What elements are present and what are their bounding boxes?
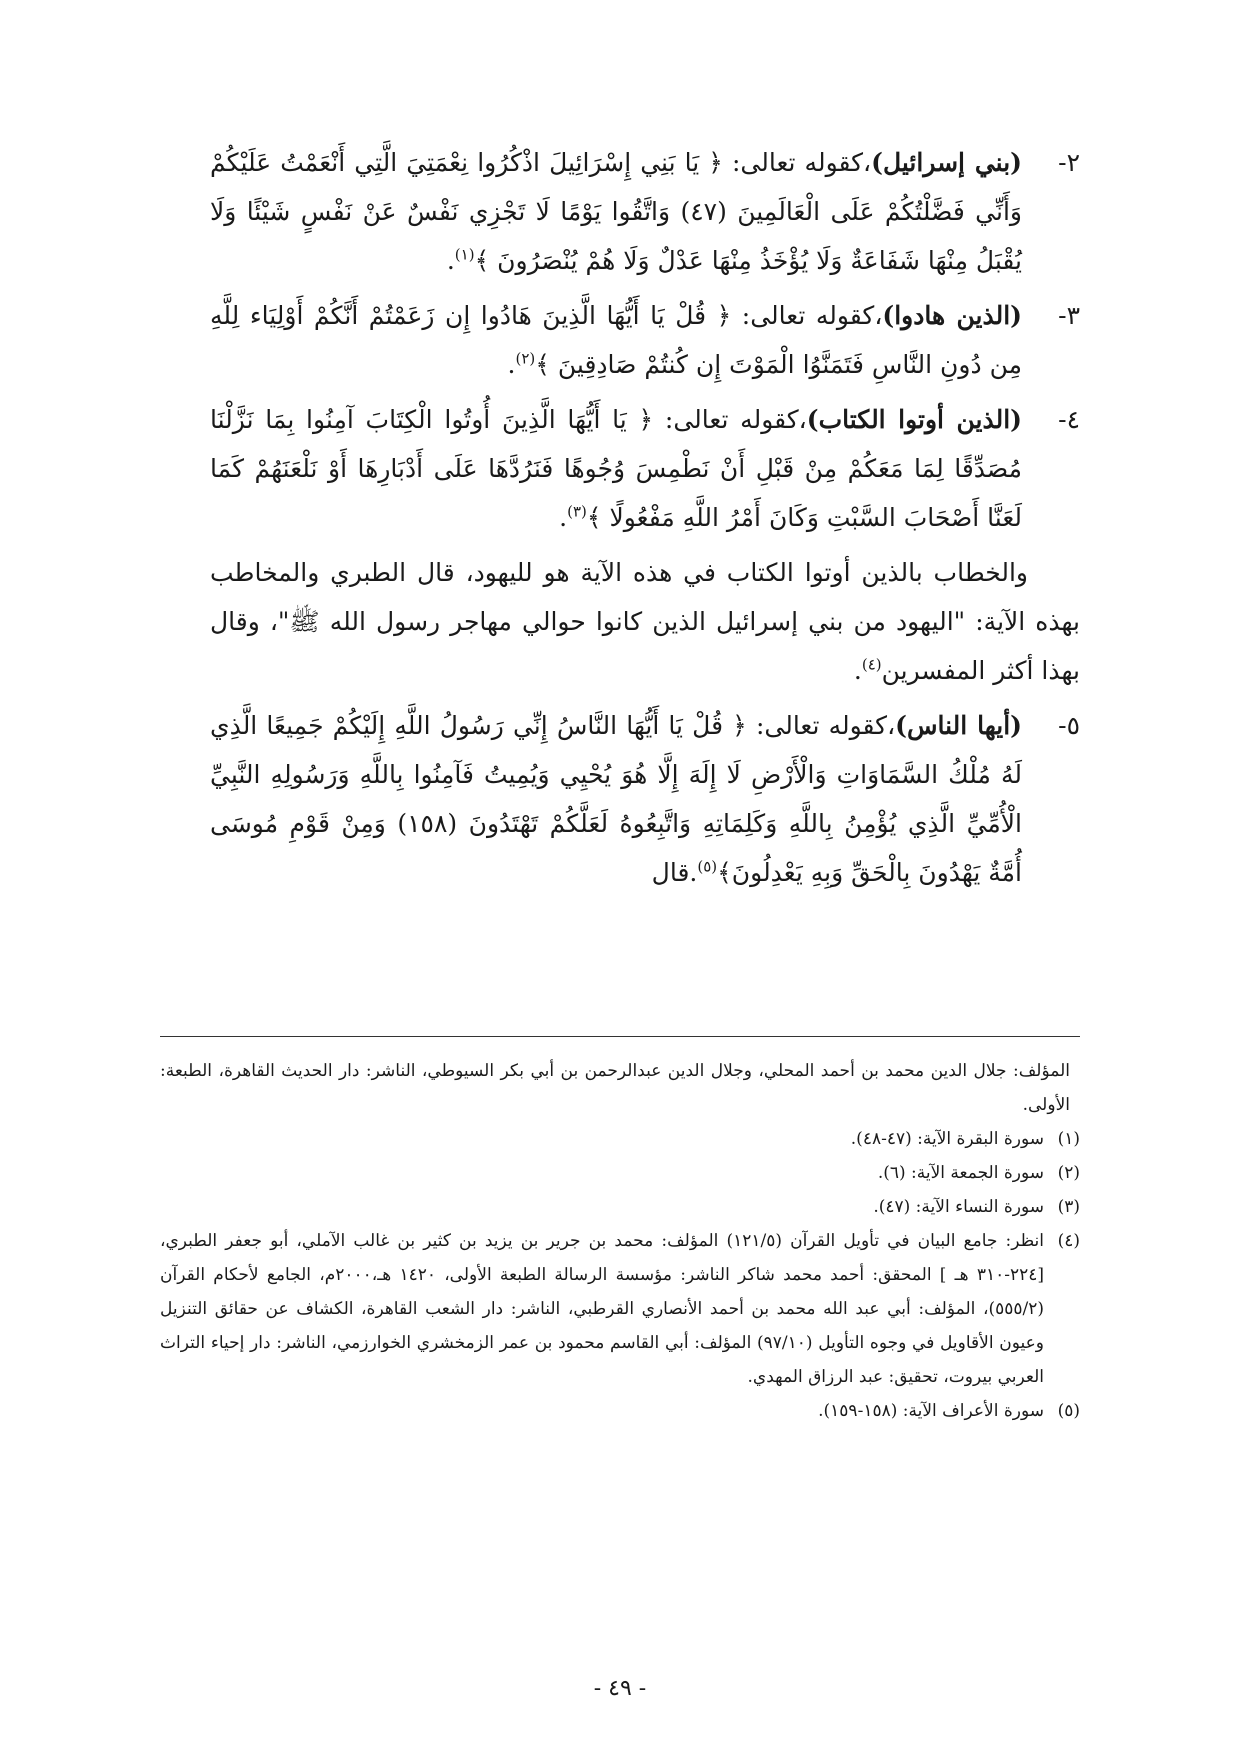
list-item-body — [210, 138, 1022, 285]
paragraph-tail: . — [853, 656, 862, 685]
list-item-text: ،كقوله تعالى: ﴿ يَا بَنِي إِسْرَائِيلَ اذْكُرُوا نِعْمَتِيَ الَّتِي أَنْعَمْتُ عَلَيْكُمْ وَأَنِّي فَضَّلْتُكُمْ عَلَى الْعَالَمِينَ (٤٧) وَاتَّقُوا يَوْمًا لَا تَجْزِي نَفْسٌ عَنْ نَفْسٍ شَيْئًا وَلَا يُقْبَلُ مِنْهَا شَفَاعَةٌ وَلَا يُؤْخَذُ مِنْهَا عَدْلٌ وَلَا هُمْ يُنْصَرُونَ ﴾ — [210, 148, 1022, 275]
footnote-text: سورة البقرة الآية: (٤٧-٤٨). — [850, 1129, 1044, 1149]
footnote-item — [160, 1224, 1080, 1394]
footnote-ref: (٥) — [697, 857, 718, 876]
list-item-heading: (أيها الناس) — [895, 711, 1022, 740]
footnote-text: سورة النساء الآية: (٤٧). — [873, 1197, 1044, 1217]
list-item-heading: (الذين هادوا) — [882, 301, 1022, 330]
list-item-alladhina-hadu — [210, 291, 1080, 389]
list-item-utu-al-kitab — [210, 395, 1080, 542]
footnote-text: سورة الأعراف الآية: (١٥٨-١٥٩). — [818, 1401, 1044, 1421]
page-number: - ٤٩ - — [593, 1676, 647, 1701]
list-item-number: ٣- — [1058, 301, 1080, 330]
footnote-continuation: المؤلف: جلال الدين محمد بن أحمد المحلي، وجلال الدين عبدالرحمن بن أبي بكر السيوطي، الناشر: دار الحديث القاهرة، الطبعة: الأولى. — [160, 1061, 1070, 1115]
paragraph-text: والخطاب بالذين أوتوا الكتاب في هذه الآية هو لليهود، قال الطبري والمخاطب بهذه الآية: "اليهود من بني إسرائيل الذين كانوا حوالي مهاجر رسول الله ﷺ"، وقال بهذا أكثر المفسرين — [210, 558, 1080, 685]
list-item-number: ٥- — [1058, 711, 1080, 740]
footnote-ref: (١) — [454, 245, 475, 264]
list-item-text: ،كقوله تعالى: ﴿ قُلْ يَا أَيُّهَا الَّذِينَ هَادُوا إِن زَعَمْتُمْ أَنَّكُمْ أَوْلِيَاء لِلَّهِ مِن دُونِ النَّاسِ فَتَمَنَّوُا الْمَوْتَ إِن كُنتُمْ صَادِقِينَ ﴾ — [210, 301, 1022, 379]
list-item-body — [210, 395, 1022, 542]
footnote-item — [160, 1156, 1080, 1190]
footnote-item — [160, 1394, 1080, 1428]
list-item-tail: . — [559, 503, 568, 532]
footnote-ref: (٣) — [567, 502, 587, 521]
list-item-ayyuha-al-nas — [210, 701, 1080, 897]
footnote-ref: (٢) — [515, 349, 536, 368]
list-item-tail: .قال — [651, 858, 698, 887]
list-item-number: ٤- — [1058, 405, 1080, 434]
body-paragraph — [210, 548, 1080, 695]
footnote-item — [160, 1122, 1080, 1156]
list-item-bani-israel — [210, 138, 1080, 285]
list-item-heading: (بني إسرائيل) — [871, 148, 1022, 177]
list-item-tail: . — [446, 246, 455, 275]
list-item-text: ،كقوله تعالى: ﴿ قُلْ يَا أَيُّهَا النَّاسُ إِنِّي رَسُولُ اللَّهِ إِلَيْكُمْ جَمِيعًا الَّذِي لَهُ مُلْكُ السَّمَاوَاتِ وَالْأَرْضِ لَا إِلَهَ إِلَّا هُوَ يُحْيِي وَيُمِيتُ فَآمِنُوا بِاللَّهِ وَرَسُولِهِ النَّبِيِّ الْأُمِّيِّ الَّذِي يُؤْمِنُ بِاللَّهِ وَكَلِمَاتِهِ وَاتَّبِعُوهُ لَعَلَّكُمْ تَهْتَدُونَ (١٥٨) وَمِنْ قَوْمِ مُوسَى أُمَّةٌ يَهْدُونَ بِالْحَقِّ وَبِهِ يَعْدِلُونَ﴾ — [210, 711, 1022, 887]
list-item-text: ،كقوله تعالى: ﴿ يَا أَيُّهَا الَّذِينَ أُوتُوا الْكِتَابَ آمِنُوا بِمَا نَزَّلْنَا مُصَدِّقًا لِمَا مَعَكُمْ مِنْ قَبْلِ أَنْ نَطْمِسَ وُجُوهًا فَنَرُدَّهَا عَلَى أَدْبَارِهَا أَوْ نَلْعَنَهُمْ كَمَا لَعَنَّا أَصْحَابَ السَّبْتِ وَكَانَ أَمْرُ اللَّهِ مَفْعُولًا ﴾ — [210, 405, 1022, 532]
footnote-text: سورة الجمعة الآية: (٦). — [877, 1163, 1044, 1183]
footnote-divider — [160, 1036, 1080, 1037]
list-item-heading: (الذين أوتوا الكتاب) — [806, 405, 1022, 434]
footnote-number: (٤) — [1057, 1231, 1080, 1251]
list-item-tail: . — [507, 350, 516, 379]
footnote-number: (٣) — [1057, 1197, 1080, 1217]
list-item-body — [210, 291, 1022, 389]
footnote-item — [160, 1190, 1080, 1224]
list-item-number: ٢- — [1058, 148, 1080, 177]
footnotes-section — [160, 1054, 1080, 1428]
footnote-number: (٥) — [1057, 1401, 1080, 1421]
footnote-ref: (٤) — [861, 655, 882, 674]
footnote-text: انظر: جامع البيان في تأويل القرآن (١٢١/٥) المؤلف: محمد بن جرير بن يزيد بن كثير بن غالب الآملي، أبو جعفر الطبري، [٢٢٤-٣١٠ هـ ] المحقق: أحمد محمد شاكر الناشر: مؤسسة الرسالة الطبعة الأولى، ١٤٢٠ هـ،٢٠٠٠م، الجامع لأحكام القرآن (٥٥٥/٢)، المؤلف: أبي عبد الله محمد بن أحمد الأنصاري القرطبي، الناشر: دار الشعب القاهرة، الكشاف عن حقائق التنزيل وعيون الأقاويل في وجوه التأويل (٩٧/١٠) المؤلف: أبي القاسم محمود بن عمر الزمخشري الخوارزمي، الناشر: دار إحياء التراث العربي بيروت، تحقيق: عبد الرزاق المهدي. — [160, 1231, 1045, 1387]
footnote-number: (٢) — [1057, 1163, 1080, 1183]
list-item-body — [210, 701, 1022, 897]
footnote-number: (١) — [1057, 1129, 1080, 1149]
main-text — [210, 138, 1080, 903]
